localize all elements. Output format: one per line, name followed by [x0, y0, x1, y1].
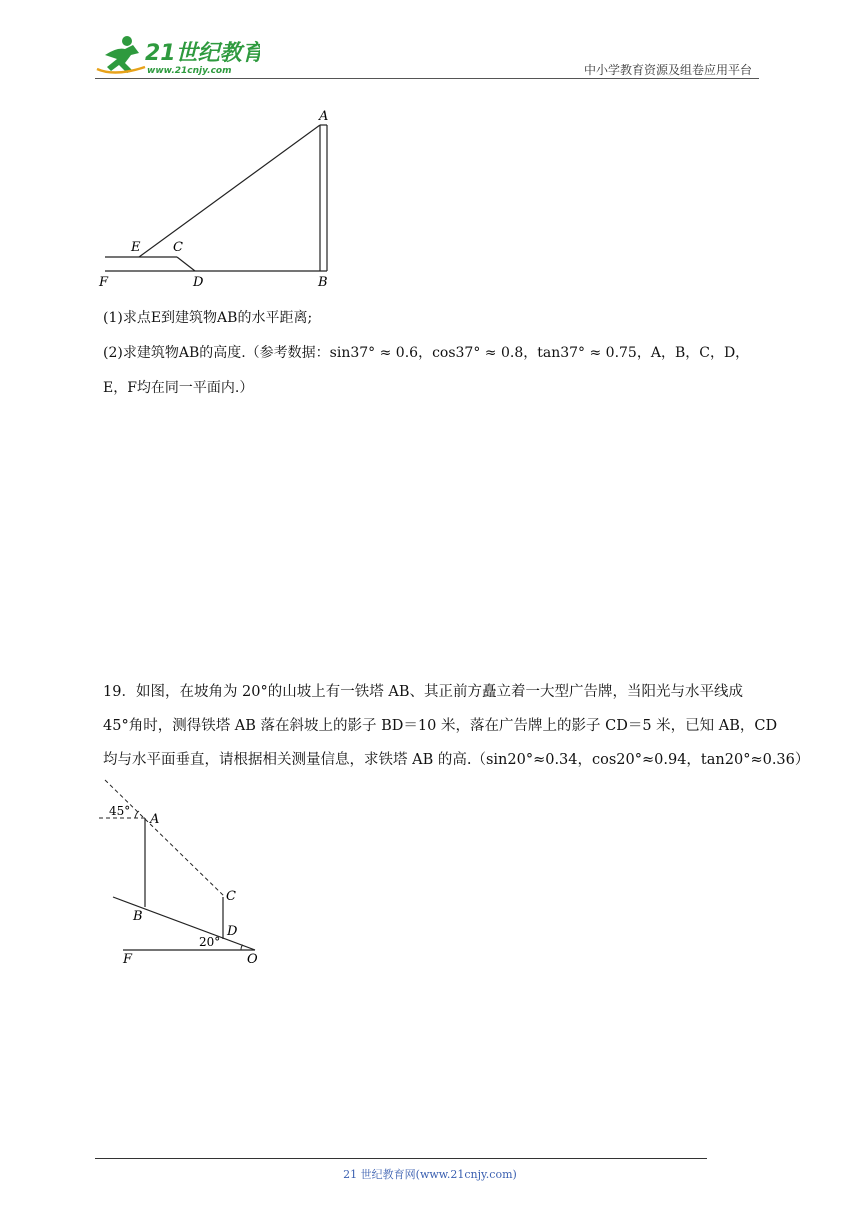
- label-C: C: [173, 240, 183, 255]
- q18-part2-line2: E，F均在同一平面内.）: [103, 380, 254, 396]
- sight-line: [139, 125, 320, 257]
- footer-divider: [95, 1158, 707, 1159]
- label-C: C: [226, 889, 236, 904]
- footer-link[interactable]: 21 世纪教育网(www.21cnjy.com): [343, 1168, 517, 1181]
- label-D: D: [227, 924, 238, 939]
- label-F: F: [99, 275, 109, 290]
- logo-text: 21世纪教育: [145, 41, 260, 66]
- q18-part2-line1: (2)求建筑物AB的高度.（参考数据：sin37° ≈ 0.6，cos37° ≈ 0.8，tan37° ≈ 0.75，A，B，C，D，: [103, 345, 750, 361]
- angle-45-arc: [135, 811, 139, 818]
- q19-line1: 19．如图，在坡角为 20°的山坡上有一铁塔 AB、其正前方矗立着一大型广告牌，当阳光与水平线成: [103, 684, 743, 700]
- sun-ray: [105, 780, 225, 897]
- tower-figure: [95, 775, 270, 965]
- platform-name: 中小学教育资源及组卷应用平台: [583, 63, 752, 77]
- q19-line2: 45°角时，测得铁塔 AB 落在斜坡上的影子 BD＝10 米，落在广告牌上的影子 CD＝5 米，已知 AB，CD: [103, 718, 778, 734]
- site-logo: [95, 33, 260, 78]
- label-A: A: [319, 109, 329, 124]
- angle-20-arc: [241, 945, 243, 950]
- q19-line3: 均与水平面垂直，请根据相关测量信息，求铁塔 AB 的高.（sin20°≈0.34，cos20°≈0.94，tan20°≈0.36）: [103, 752, 810, 768]
- label-O: O: [247, 952, 258, 965]
- runner-icon: [97, 36, 145, 73]
- slope-line: [177, 257, 195, 271]
- angle-45-label: 45°: [109, 804, 131, 818]
- label-B: B: [133, 909, 143, 924]
- label-D: D: [193, 275, 204, 290]
- label-E: E: [131, 240, 141, 255]
- building-figure: [95, 105, 355, 295]
- angle-20-label: 20°: [199, 935, 221, 949]
- label-A: A: [150, 812, 160, 827]
- logo-url: www.21cnjy.com: [147, 66, 232, 76]
- label-F: F: [123, 952, 133, 965]
- label-B: B: [318, 275, 328, 290]
- q18-part1: (1)求点E到建筑物AB的水平距离;: [103, 310, 313, 326]
- header-divider: [95, 78, 759, 79]
